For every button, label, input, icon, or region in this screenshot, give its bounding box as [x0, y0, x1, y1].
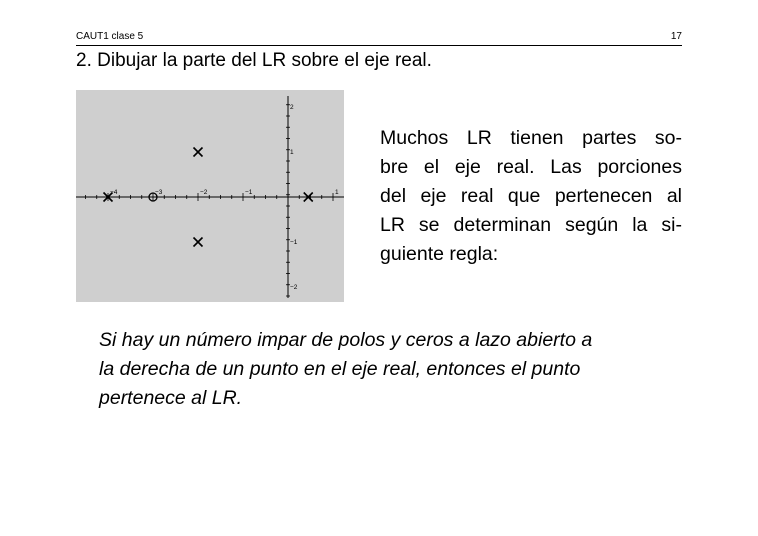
y-tick-label: −2	[290, 284, 298, 291]
body-line: LR se determinan según la si-	[380, 214, 682, 236]
x-tick-label: −4	[110, 189, 118, 196]
plot-background	[76, 90, 344, 302]
rule-line: pertenece al LR.	[99, 387, 243, 409]
body-paragraph	[380, 124, 682, 269]
body-line: del eje real que pertenecen al	[380, 185, 682, 207]
y-tick-label: 2	[290, 104, 294, 111]
page-number: 17	[670, 31, 682, 42]
body-line: guiente regla:	[380, 243, 499, 265]
rule-line: la derecha de un punto en el eje real, entonces el punto	[99, 358, 581, 380]
header-course: CAUT1 clase 5	[76, 31, 144, 42]
x-tick-label: −1	[245, 189, 253, 196]
pole-zero-plot	[76, 90, 344, 302]
x-tick-label: 1	[335, 189, 339, 196]
y-tick-label: 1	[290, 149, 294, 156]
slide-title: 2. Dibujar la parte del LR sobre el eje real.	[76, 50, 432, 71]
rule-paragraph	[99, 326, 679, 413]
x-tick-label: −2	[200, 189, 208, 196]
body-line: bre el eje real. Las porciones	[380, 156, 682, 178]
header-rule	[76, 45, 682, 46]
x-tick-label: −3	[155, 189, 163, 196]
rule-line: Si hay un número impar de polos y ceros a lazo abierto a	[99, 329, 593, 351]
body-line: Muchos LR tienen partes so-	[380, 127, 682, 149]
y-tick-label: −1	[290, 239, 298, 246]
